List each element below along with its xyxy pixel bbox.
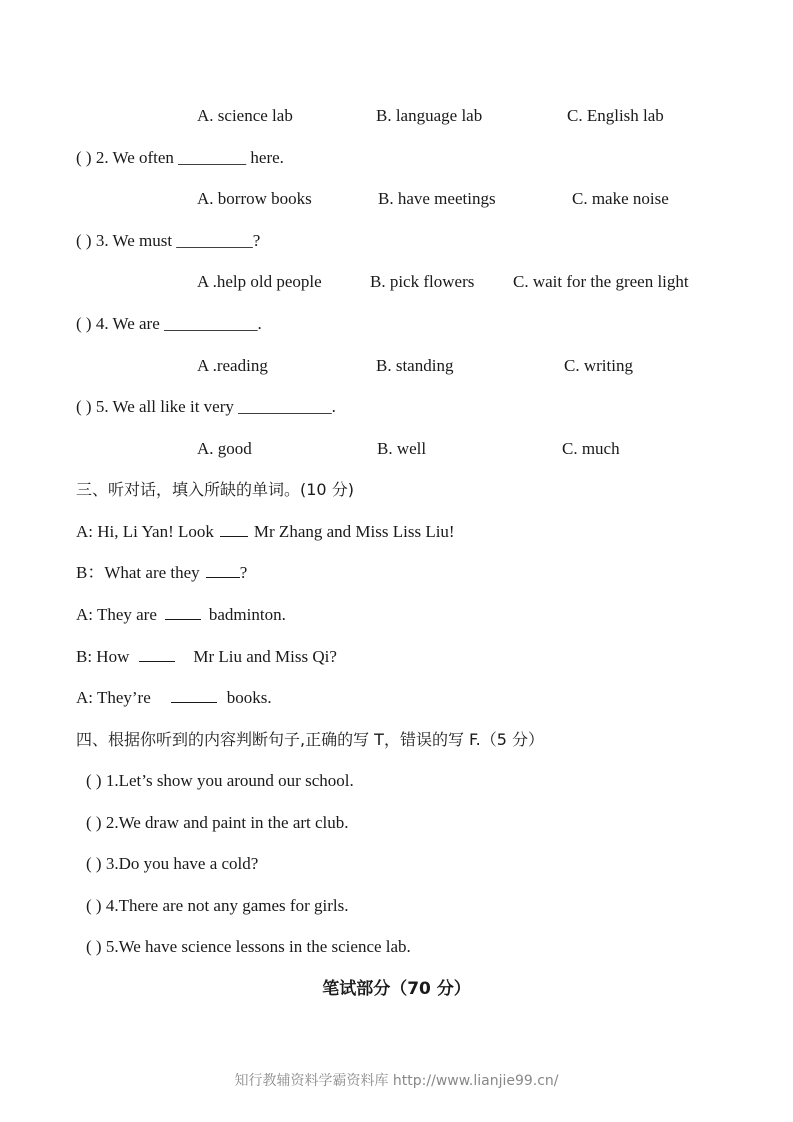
q5-option-b: B. well xyxy=(377,439,427,458)
dialogue-line xyxy=(76,688,272,708)
dialogue-text: Mr Liu and Miss Qi? xyxy=(193,647,337,666)
q3-option-a: A .help old people xyxy=(197,272,322,291)
q5-option-c: C. much xyxy=(562,439,620,458)
dialogue-text: B：What are they xyxy=(76,563,200,582)
footer-watermark: 知行教辅资料学霸资料库 http://www.lianjie99.cn/ xyxy=(234,1073,559,1089)
answer-blank[interactable] xyxy=(220,522,248,537)
q4-option-a: A .reading xyxy=(197,356,268,375)
section4-heading: 四、根据你听到的内容判断句子,正确的写 T，错误的写 F.（5 分） xyxy=(76,730,545,749)
answer-blank[interactable] xyxy=(206,563,240,578)
dialogue-line xyxy=(76,563,247,583)
q1-option-b: B. language lab xyxy=(376,106,483,125)
dialogue-text: badminton. xyxy=(208,605,286,624)
q2-option-a: A. borrow books xyxy=(197,189,312,208)
judgement-item-1: ( ) 1.Let’s show you around our school. xyxy=(86,771,354,790)
q2-stem: ( ) 2. We often ________ here. xyxy=(76,148,284,167)
dialogue-text: A: They are xyxy=(76,605,157,624)
q3-option-c: C. wait for the green light xyxy=(513,272,689,291)
section3-heading: 三、听对话，填入所缺的单词。(10 分) xyxy=(76,480,354,499)
answer-blank[interactable] xyxy=(165,605,201,620)
dialogue-text: ? xyxy=(239,563,248,582)
q1-option-c: C. English lab xyxy=(567,106,664,125)
judgement-item-3: ( ) 3.Do you have a cold? xyxy=(86,854,259,873)
dialogue-text: A: They’re xyxy=(76,688,151,707)
judgement-item-2: ( ) 2.We draw and paint in the art club. xyxy=(86,813,349,832)
judgement-item-4: ( ) 4.There are not any games for girls. xyxy=(86,896,349,915)
q2-option-c: C. make noise xyxy=(572,189,669,208)
q3-stem: ( ) 3. We must _________? xyxy=(76,231,261,250)
dialogue-text: Mr Zhang and Miss Liss Liu! xyxy=(253,522,455,541)
q5-option-a: A. good xyxy=(197,439,252,458)
q4-option-b: B. standing xyxy=(376,356,454,375)
q4-option-c: C. writing xyxy=(564,356,633,375)
judgement-item-5: ( ) 5.We have science lessons in the science lab. xyxy=(86,937,411,956)
dialogue-text: books. xyxy=(226,688,272,707)
dialogue-line xyxy=(76,605,286,625)
dialogue-line xyxy=(76,647,337,667)
dialogue-line xyxy=(76,522,455,542)
q2-option-b: B. have meetings xyxy=(378,189,496,208)
q3-option-b: B. pick flowers xyxy=(370,272,475,291)
written-part-title: 笔试部分（70 分） xyxy=(322,979,471,999)
answer-blank[interactable] xyxy=(139,647,175,662)
q5-stem: ( ) 5. We all like it very ___________. xyxy=(76,397,336,416)
q4-stem: ( ) 4. We are ___________. xyxy=(76,314,262,333)
dialogue-text: B: How xyxy=(76,647,130,666)
dialogue-text: A: Hi, Li Yan! Look xyxy=(76,522,214,541)
answer-blank[interactable] xyxy=(171,688,217,703)
q1-option-a: A. science lab xyxy=(197,106,293,125)
